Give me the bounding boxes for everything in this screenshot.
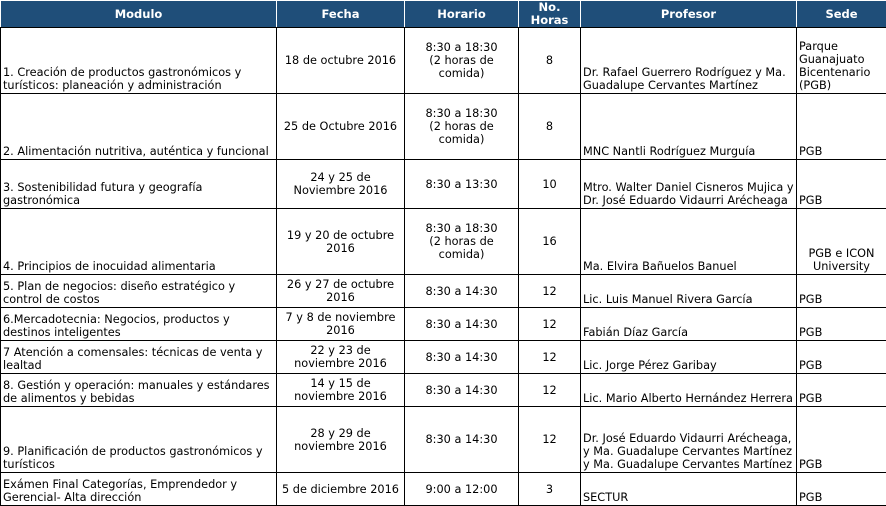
sede-cell: Parque Guanajuato Bicentenario (PGB) [797,28,886,94]
sede-cell: PGB [797,94,886,160]
profesor-cell: Mtro. Walter Daniel Cisneros Mujica y Dr. José Eduardo Vidaurri Arécheaga [581,160,797,209]
horario-cell: 9:00 a 12:00 [405,473,519,506]
sede-cell: PGB [797,275,886,308]
table-row [1,94,886,160]
fecha-cell: 5 de diciembre 2016 [277,473,405,506]
profesor-cell: Fabián Díaz García [581,308,797,341]
fecha-cell: 26 y 27 de octubre 2016 [277,275,405,308]
table-row [1,473,886,506]
fecha-cell: 22 y 23 de noviembre 2016 [277,341,405,374]
profesor-cell: Lic. Jorge Pérez Garibay [581,341,797,374]
horario-cell: 8:30 a 14:30 [405,275,519,308]
horas-cell: 12 [519,374,581,407]
modulo-cell: 3. Sostenibilidad futura y geografía gastronómica [1,160,277,209]
horario-cell: 8:30 a 14:30 [405,407,519,473]
profesor-cell: Lic. Mario Alberto Hernández Herrera [581,374,797,407]
table-row [1,308,886,341]
table-row [1,209,886,275]
profesor-cell: Ma. Elvira Bañuelos Banuel [581,209,797,275]
modulo-cell: 7 Atención a comensales: técnicas de venta y lealtad [1,341,277,374]
horario-cell: 8:30 a 18:30 (2 horas de comida) [405,209,519,275]
sede-cell: PGB [797,473,886,506]
profesor-cell: SECTUR [581,473,797,506]
fecha-cell: 24 y 25 de Noviembre 2016 [277,160,405,209]
fecha-cell: 25 de Octubre 2016 [277,94,405,160]
header-fecha: Fecha [277,1,405,28]
modulo-cell: 4. Principios de inocuidad alimentaria [1,209,277,275]
sede-cell: PGB [797,308,886,341]
table-row [1,374,886,407]
horario-cell: 8:30 a 13:30 [405,160,519,209]
header-horario: Horario [405,1,519,28]
profesor-cell: Dr. José Eduardo Vidaurri Arécheaga, y Ma. Guadalupe Cervantes Martínez y Ma. Guadalupe Cervantes Martínez [581,407,797,473]
header-profesor: Profesor [581,1,797,28]
horas-cell: 12 [519,407,581,473]
sede-cell: PGB [797,374,886,407]
horario-cell: 8:30 a 14:30 [405,374,519,407]
table-row [1,275,886,308]
modulo-cell: 2. Alimentación nutritiva, auténtica y funcional [1,94,277,160]
fecha-cell: 7 y 8 de noviembre 2016 [277,308,405,341]
horas-cell: 16 [519,209,581,275]
modulo-cell: 6.Mercadotecnia: Negocios, productos y destinos inteligentes [1,308,277,341]
fecha-cell: 18 de octubre 2016 [277,28,405,94]
horas-cell: 12 [519,341,581,374]
profesor-cell: Lic. Luis Manuel Rivera García [581,275,797,308]
horario-cell: 8:30 a 14:30 [405,308,519,341]
sede-cell: PGB [797,160,886,209]
horas-cell: 3 [519,473,581,506]
fecha-cell: 19 y 20 de octubre 2016 [277,209,405,275]
sede-cell: PGB [797,407,886,473]
modulo-cell: 1. Creación de productos gastronómicos y turísticos: planeación y administración [1,28,277,94]
horas-cell: 8 [519,28,581,94]
sede-cell: PGB e ICON University [797,209,886,275]
horario-cell: 8:30 a 14:30 [405,341,519,374]
horas-cell: 12 [519,308,581,341]
horas-cell: 12 [519,275,581,308]
table-row [1,341,886,374]
horario-cell: 8:30 a 18:30 (2 horas de comida) [405,28,519,94]
header-modulo: Modulo [1,1,277,28]
modulo-cell: 8. Gestión y operación: manuales y estándares de alimentos y bebidas [1,374,277,407]
modulo-cell: 5. Plan de negocios: diseño estratégico y control de costos [1,275,277,308]
modulo-cell: Exámen Final Categorías, Emprendedor y Gerencial- Alta dirección [1,473,277,506]
table-row [1,160,886,209]
table-row [1,28,886,94]
header-sede: Sede [797,1,886,28]
horas-cell: 8 [519,94,581,160]
horas-cell: 10 [519,160,581,209]
header-row [1,1,886,28]
fecha-cell: 14 y 15 de noviembre 2016 [277,374,405,407]
horario-cell: 8:30 a 18:30 (2 horas de comida) [405,94,519,160]
sede-cell: PGB [797,341,886,374]
profesor-cell: Dr. Rafael Guerrero Rodríguez y Ma. Guadalupe Cervantes Martínez [581,28,797,94]
profesor-cell: MNC Nantli Rodríguez Murguía [581,94,797,160]
modulo-cell: 9. Planificación de productos gastronómicos y turísticos [1,407,277,473]
fecha-cell: 28 y 29 de noviembre 2016 [277,407,405,473]
table-row [1,407,886,473]
header-horas: No. Horas [519,1,581,28]
